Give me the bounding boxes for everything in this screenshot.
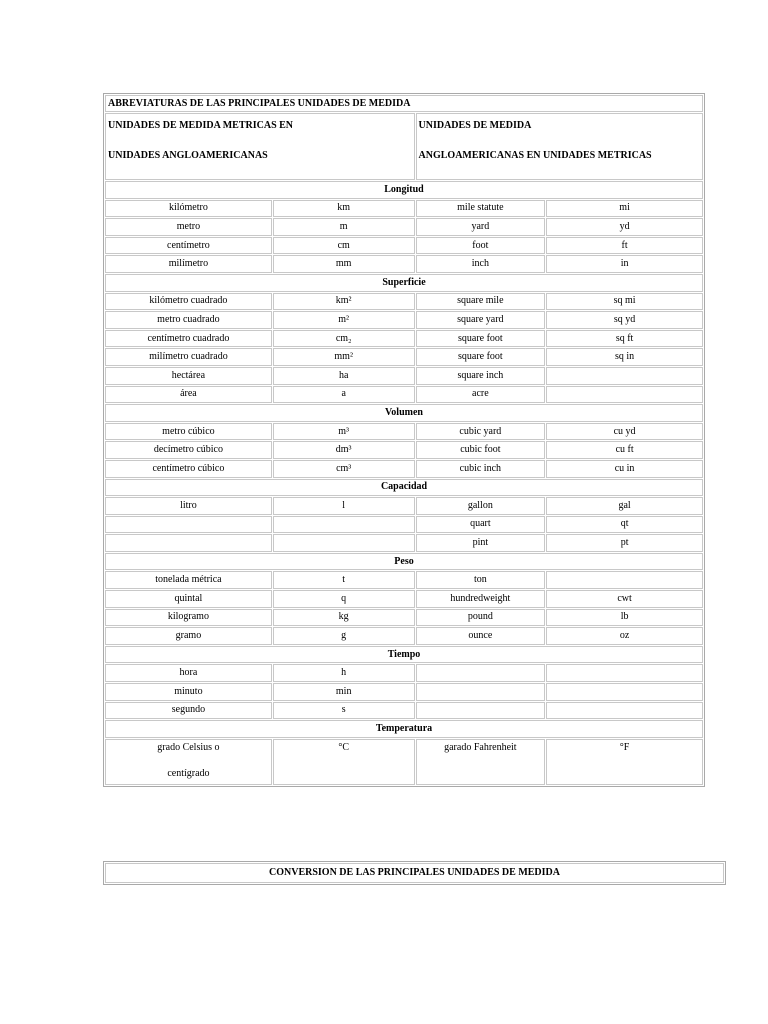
section-row <box>105 720 703 738</box>
metric-unit-cell <box>105 534 272 552</box>
anglo-abbr-cell: cwt <box>546 590 703 608</box>
metric-abbr-cell <box>273 534 415 552</box>
celsius-line2: centígrado <box>167 767 210 779</box>
metric-abbr-cell: cm₂ <box>273 330 415 348</box>
anglo-abbr-cell: oz <box>546 627 703 645</box>
metric-unit-cell <box>105 516 272 534</box>
section-row <box>105 404 703 422</box>
anglo-unit-cell: gallon <box>416 497 546 515</box>
anglo-unit-cell: mile statute <box>416 200 546 218</box>
metric-abbr-cell: kg <box>273 609 415 627</box>
metric-unit-cell: hora <box>105 664 272 682</box>
anglo-unit-cell: cubic yard <box>416 423 546 441</box>
metric-to-angloamerican-head <box>105 113 415 180</box>
anglo-unit-cell: quart <box>416 516 546 534</box>
section-heading: Capacidad <box>105 479 703 497</box>
abbreviations-table <box>103 93 705 787</box>
anglo-abbr-cell <box>546 683 703 701</box>
abbreviations-table-body <box>105 95 703 785</box>
metric-abbr-cell: dm³ <box>273 441 415 459</box>
section-row <box>105 181 703 199</box>
metric-unit-cell <box>105 739 272 785</box>
table-title: ABREVIATURAS DE LAS PRINCIPALES UNIDADES DE MEDIDA <box>105 95 703 112</box>
metric-unit-cell: litro <box>105 497 272 515</box>
table-row <box>105 702 703 720</box>
anglo-unit-cell <box>416 702 546 720</box>
anglo-unit-cell <box>416 683 546 701</box>
metric-unit-cell: metro <box>105 218 272 236</box>
anglo-abbr-cell: sq yd <box>546 311 703 329</box>
anglo-abbr-cell: sq mi <box>546 293 703 311</box>
table-row <box>105 218 703 236</box>
metric-unit-cell: segundo <box>105 702 272 720</box>
table-row <box>105 683 703 701</box>
section-row <box>105 553 703 571</box>
conversion-table <box>103 861 726 885</box>
anglo-abbr-cell: lb <box>546 609 703 627</box>
anglo-head-line2: ANGLOAMERICANAS EN UNIDADES METRICAS <box>418 150 652 161</box>
anglo-abbr-cell: cu in <box>546 460 703 478</box>
anglo-unit-cell: inch <box>416 255 546 273</box>
anglo-unit-cell: square mile <box>416 293 546 311</box>
metric-unit-cell: hectárea <box>105 367 272 385</box>
anglo-abbr-cell: in <box>546 255 703 273</box>
section-heading: Superficie <box>105 274 703 292</box>
anglo-abbr-cell <box>546 664 703 682</box>
anglo-unit-cell: yard <box>416 218 546 236</box>
table-row <box>105 255 703 273</box>
section-heading: Tiempo <box>105 646 703 664</box>
section-heading: Longitud <box>105 181 703 199</box>
section-heading: Peso <box>105 553 703 571</box>
metric-abbr-cell: ha <box>273 367 415 385</box>
metric-head-line1: UNIDADES DE MEDIDA METRICAS EN <box>108 120 294 131</box>
anglo-unit-cell <box>416 664 546 682</box>
table-row <box>105 386 703 404</box>
metric-unit-cell: minuto <box>105 683 272 701</box>
anglo-unit-cell: garado Fahrenheit <box>416 739 546 785</box>
metric-unit-cell: tonelada métrica <box>105 571 272 589</box>
anglo-abbr-cell: cu ft <box>546 441 703 459</box>
column-head-row <box>105 113 703 180</box>
metric-unit-cell: centímetro <box>105 237 272 255</box>
anglo-abbr-cell: gal <box>546 497 703 515</box>
anglo-unit-cell: hundredweight <box>416 590 546 608</box>
celsius-line1: grado Celsius o <box>157 741 220 753</box>
anglo-abbr-cell: °F <box>546 739 703 785</box>
table-row <box>105 367 703 385</box>
anglo-abbr-cell: mi <box>546 200 703 218</box>
table-row <box>105 441 703 459</box>
section-heading: Temperatura <box>105 720 703 738</box>
anglo-head-line1: UNIDADES DE MEDIDA <box>418 120 532 131</box>
anglo-unit-cell: ounce <box>416 627 546 645</box>
anglo-unit-cell: square yard <box>416 311 546 329</box>
anglo-unit-cell: cubic foot <box>416 441 546 459</box>
table-row <box>105 627 703 645</box>
anglo-abbr-cell: sq in <box>546 348 703 366</box>
table-row <box>105 348 703 366</box>
anglo-unit-cell: foot <box>416 237 546 255</box>
metric-unit-cell: kilómetro <box>105 200 272 218</box>
metric-abbr-cell: km² <box>273 293 415 311</box>
metric-unit-cell: quintal <box>105 590 272 608</box>
metric-abbr-cell: s <box>273 702 415 720</box>
anglo-abbr-cell <box>546 571 703 589</box>
metric-abbr-cell: m³ <box>273 423 415 441</box>
table-row <box>105 590 703 608</box>
metric-abbr-cell: mm <box>273 255 415 273</box>
metric-unit-cell: kilogramo <box>105 609 272 627</box>
anglo-abbr-cell: yd <box>546 218 703 236</box>
table-row <box>105 571 703 589</box>
table-row <box>105 460 703 478</box>
section-row <box>105 646 703 664</box>
metric-unit-cell: metro cúbico <box>105 423 272 441</box>
metric-abbr-cell: °C <box>273 739 415 785</box>
anglo-abbr-cell: cu yd <box>546 423 703 441</box>
metric-abbr-cell: cm <box>273 237 415 255</box>
table-row <box>105 497 703 515</box>
anglo-unit-cell: pint <box>416 534 546 552</box>
metric-abbr-cell: h <box>273 664 415 682</box>
metric-unit-cell: centímetro cúbico <box>105 460 272 478</box>
table-row <box>105 534 703 552</box>
metric-unit-cell: milímetro cuadrado <box>105 348 272 366</box>
conversion-table-title: CONVERSION DE LAS PRINCIPALES UNIDADES DE MEDIDA <box>105 863 724 883</box>
metric-abbr-cell: min <box>273 683 415 701</box>
angloamerican-to-metric-head <box>416 113 703 180</box>
table-row <box>105 237 703 255</box>
section-row <box>105 274 703 292</box>
table-row <box>105 293 703 311</box>
anglo-unit-cell: square inch <box>416 367 546 385</box>
anglo-abbr-cell: sq ft <box>546 330 703 348</box>
metric-head-line2: UNIDADES ANGLOAMERICANAS <box>108 150 268 161</box>
metric-abbr-cell: q <box>273 590 415 608</box>
anglo-unit-cell: cubic inch <box>416 460 546 478</box>
anglo-abbr-cell <box>546 386 703 404</box>
table-row <box>105 609 703 627</box>
anglo-abbr-cell: pt <box>546 534 703 552</box>
metric-abbr-cell: mm² <box>273 348 415 366</box>
metric-unit-cell: milímetro <box>105 255 272 273</box>
anglo-abbr-cell <box>546 702 703 720</box>
anglo-abbr-cell: qt <box>546 516 703 534</box>
metric-abbr-cell: cm³ <box>273 460 415 478</box>
section-heading: Volumen <box>105 404 703 422</box>
anglo-abbr-cell: ft <box>546 237 703 255</box>
metric-abbr-cell: a <box>273 386 415 404</box>
metric-abbr-cell: km <box>273 200 415 218</box>
metric-unit-cell: decímetro cúbico <box>105 441 272 459</box>
table-row <box>105 739 703 785</box>
table-title-row <box>105 95 703 112</box>
section-row <box>105 479 703 497</box>
anglo-unit-cell: acre <box>416 386 546 404</box>
metric-abbr-cell: m <box>273 218 415 236</box>
anglo-unit-cell: pound <box>416 609 546 627</box>
anglo-unit-cell: square foot <box>416 330 546 348</box>
metric-abbr-cell: t <box>273 571 415 589</box>
anglo-unit-cell: square foot <box>416 348 546 366</box>
metric-abbr-cell: l <box>273 497 415 515</box>
table-row <box>105 664 703 682</box>
table-row <box>105 516 703 534</box>
table-row <box>105 200 703 218</box>
metric-unit-cell: metro cuadrado <box>105 311 272 329</box>
metric-abbr-cell <box>273 516 415 534</box>
table-row <box>105 330 703 348</box>
table-row <box>105 423 703 441</box>
conversion-title-row <box>105 863 724 883</box>
metric-unit-cell: área <box>105 386 272 404</box>
metric-unit-cell: centímetro cuadrado <box>105 330 272 348</box>
metric-unit-cell: gramo <box>105 627 272 645</box>
anglo-abbr-cell <box>546 367 703 385</box>
anglo-unit-cell: ton <box>416 571 546 589</box>
table-row <box>105 311 703 329</box>
metric-unit-cell: kilómetro cuadrado <box>105 293 272 311</box>
metric-abbr-cell: g <box>273 627 415 645</box>
metric-abbr-cell: m² <box>273 311 415 329</box>
